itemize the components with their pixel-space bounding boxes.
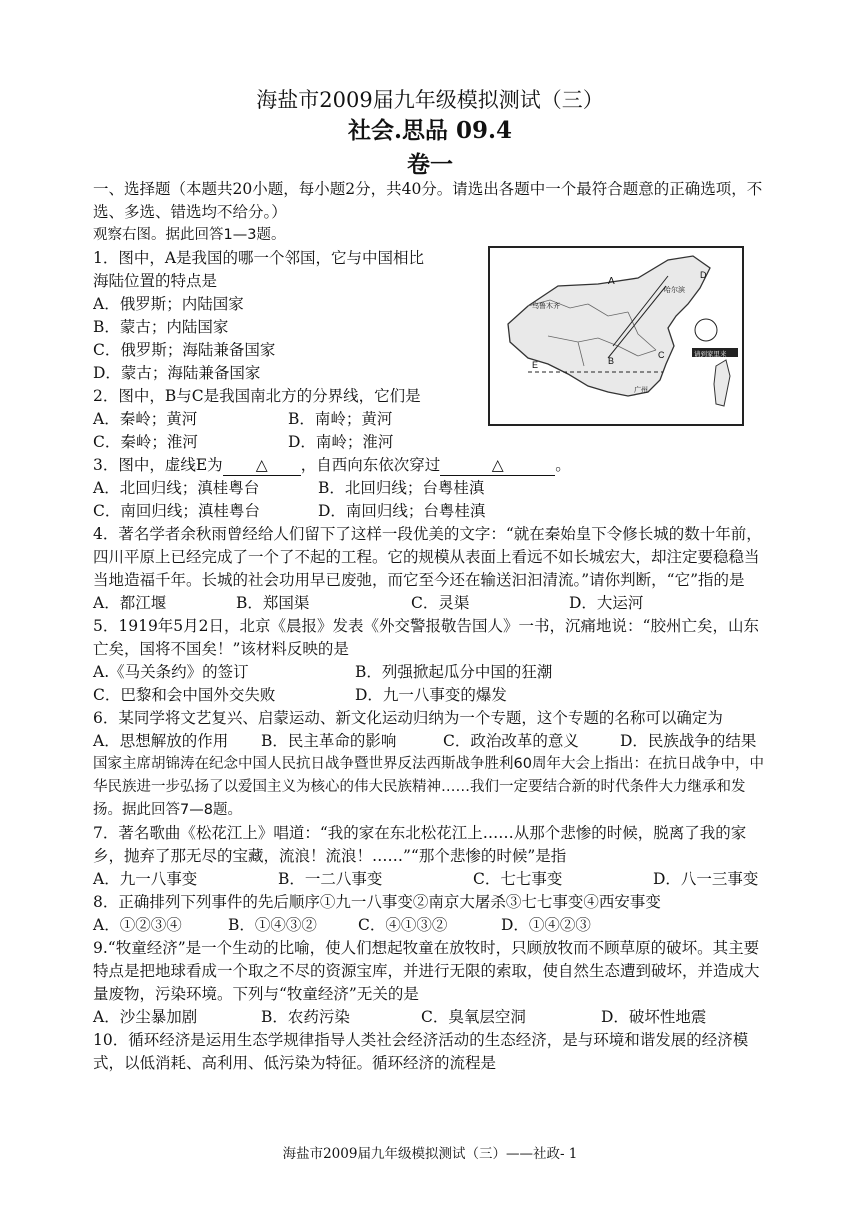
q8-option-b: B．①④③②	[228, 916, 317, 934]
q9-options	[93, 1006, 773, 1029]
map-label-d: D	[700, 270, 707, 280]
q8-option-a: A．①②③④	[93, 916, 182, 934]
page-footer: 海盐市2009届九年级模拟测试（三）——社政- 1	[282, 1146, 578, 1162]
q3-option-c: C．南回归线；滇桂粤台	[93, 502, 260, 520]
q1-option-d: D．蒙古；海陆兼备国家	[93, 364, 261, 382]
q6-option-c: C．政治改革的意义	[443, 732, 579, 750]
q2-options-row2	[93, 431, 773, 454]
q2-option-c: C．秦岭；淮河	[93, 433, 198, 451]
q3-stem-part1: 3．图中，虚线E为	[93, 456, 223, 474]
q4-option-d: D．大运河	[569, 594, 644, 612]
q1-option-b: B．蒙古；内陆国家	[93, 318, 229, 336]
q2-option-b: B．南岭；黄河	[288, 410, 393, 428]
q8-options	[93, 914, 773, 937]
q6-option-a: A．思想解放的作用	[93, 732, 229, 750]
q7-stem: 7．著名歌曲《松花江上》唱道：“我的家在东北松花江上……从那个悲惨的时候，脱离了我的家乡，抛弃了那无尽的宝藏，流浪！流浪！……”“那个悲惨的时候”是指	[93, 824, 747, 865]
q3-blank-1: △	[223, 455, 301, 476]
map-prompt: 观察右图。据此回答1—3题。	[93, 227, 286, 243]
q9-stem: 9.“牧童经济”是一个生动的比喻，使人们想起牧童在放牧时，只顾放牧而不顾草原的破坏。其主要特点是把地球看成一个取之不尽的资源宝库，并进行无限的索取，使自然生态遭到破坏，并造成大量废物，污染环境。下列与“牧童经济”无关的是	[93, 939, 760, 1003]
q3-blank-2: △	[440, 455, 555, 476]
q6-options	[93, 730, 773, 753]
q5-option-b: B．列强掀起瓜分中国的狂潮	[355, 663, 553, 681]
q7-options	[93, 868, 773, 891]
material-passage: 国家主席胡锦涛在纪念中国人民抗日战争暨世界反法西斯战争胜利60周年大会上指出：在抗日战争中，中华民族进一步弘扬了以爱国主义为核心的伟大民族精神……我们一定要结合新的时代条件大力继承和发扬。据此回答7—8题。	[93, 756, 764, 818]
q2-stem: 2．图中，B与C是我国南北方的分界线，它们是	[93, 387, 421, 405]
city-urumqi: 乌鲁木齐	[532, 302, 560, 310]
q9-option-c: C．臭氧层空洞	[421, 1008, 526, 1026]
q9-option-b: B．农药污染	[261, 1008, 350, 1026]
map-label-e: E	[532, 360, 539, 370]
q10-stem: 10．循环经济是运用生态学规律指导人类社会经济活动的生态经济，是与环境和谐发展的经济模式，以低消耗、高利用、低污染为特征。循环经济的流程是	[93, 1031, 749, 1072]
q5-options-row2	[93, 684, 773, 707]
q3-option-b: B．北回归线；台粤桂滇	[318, 479, 485, 497]
q1-stem-b: 海陆位置的特点是	[93, 272, 218, 290]
q6-option-d: D．民族战争的结果	[620, 732, 757, 750]
map-label-a: A	[608, 276, 615, 287]
q4-options	[93, 592, 773, 615]
q9-option-d: D．破坏性地震	[601, 1008, 707, 1026]
q6-stem: 6．某同学将文艺复兴、启蒙运动、新文化运动归纳为一个专题，这个专题的名称可以确定为	[93, 709, 723, 727]
map-label-b: B	[608, 356, 615, 366]
q5-option-a: A.《马关条约》的签订	[93, 663, 249, 681]
q1-option-a: A．俄罗斯；内陆国家	[93, 295, 244, 313]
q4-stem: 4．著名学者余秋雨曾经给人们留下了这样一段优美的文字：“就在秦始皇下令修长城的数十年前，四川平原上已经完成了一个了不起的工程。它的规模从表面上看远不如长城宏大，却注定要稳稳当当地造福千年。长城的社会功用早已废弛，而它至今还在输送汩汩清流。”请你判断，“它”指的是	[93, 525, 762, 589]
q5-option-c: C．巴黎和会中国外交失败	[93, 686, 276, 704]
q3-options-row1	[93, 477, 773, 500]
q7-option-b: B．一二八事变	[278, 870, 383, 888]
q5-stem: 5．1919年5月2日，北京《晨报》发表《外交警报敬告国人》一书，沉痛地说：“胶州亡矣，山东亡矣，国将不国矣！”该材料反映的是	[93, 617, 759, 658]
city-harbin: 哈尔滨	[664, 286, 685, 294]
q8-stem: 8．正确排列下列事件的先后顺序①九一八事变②南京大屠杀③七七事变④西安事变	[93, 893, 661, 911]
q3-option-d: D．南回归线；台粤桂滇	[318, 502, 486, 520]
map-label-c: C	[658, 350, 665, 360]
city-guangzhou: 广州	[634, 386, 648, 394]
q1-option-c: C．俄罗斯；海陆兼备国家	[93, 341, 276, 359]
q2-option-d: D．南岭；淮河	[288, 433, 394, 451]
q5-options-row1	[93, 661, 773, 684]
q1-stem-a: 1．图中，A是我国的哪一个邻国，它与中国相比	[93, 249, 425, 267]
q2-options-row1	[93, 408, 773, 431]
q3-options-row2	[93, 500, 773, 523]
exam-subtitle: 社会.思品 09.4	[347, 117, 513, 144]
q3-option-a: A．北回归线；滇桂粤台	[93, 479, 260, 497]
section-title: 卷一	[407, 151, 453, 178]
q7-option-c: C．七七事变	[473, 870, 563, 888]
q7-option-d: D．八一三事变	[653, 870, 759, 888]
map-caption: 请到家里来	[694, 350, 727, 358]
q3-stem-part3: 。	[555, 456, 571, 474]
q5-option-d: D．九一八事变的爆发	[355, 686, 507, 704]
instructions: 一、选择题（本题共20小题，每小题2分，共40分。请选出各题中一个最符合题意的正确选项，不选、多选、错选均不给分。）	[93, 180, 763, 221]
q9-option-a: A．沙尘暴加剧	[93, 1008, 198, 1026]
q3-stem-part2: ，自西向东依次穿过	[300, 456, 441, 474]
q8-option-c: C．④①③②	[358, 916, 448, 934]
q4-option-b: B．郑国渠	[236, 594, 310, 612]
question-body	[93, 178, 773, 1075]
q2-option-a: A．秦岭；黄河	[93, 410, 198, 428]
q7-option-a: A．九一八事变	[93, 870, 198, 888]
q4-option-a: A．都江堰	[93, 594, 167, 612]
q3-stem	[93, 454, 773, 477]
exam-title: 海盐市2009届九年级模拟测试（三）	[256, 88, 604, 112]
q6-option-b: B．民主革命的影响	[261, 732, 397, 750]
q8-option-d: D．①④②③	[501, 916, 591, 934]
q4-option-c: C．灵渠	[411, 594, 470, 612]
